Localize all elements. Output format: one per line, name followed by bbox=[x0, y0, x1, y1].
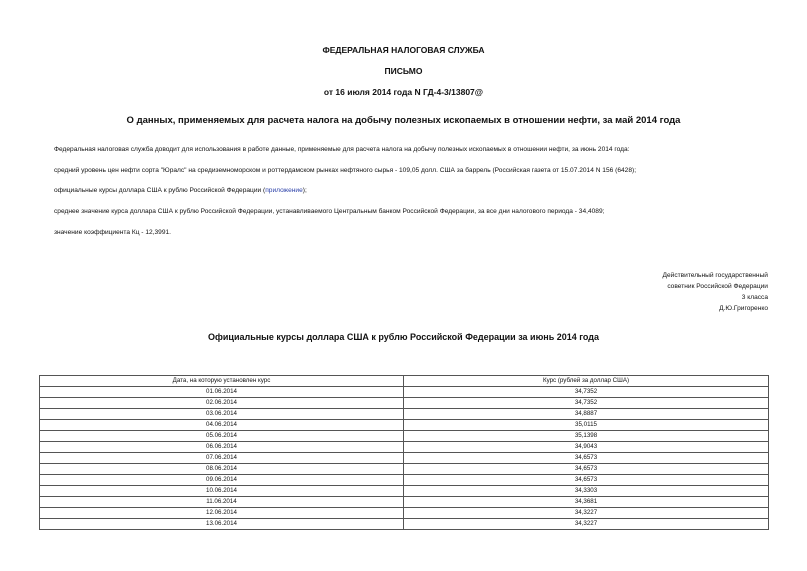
table-row bbox=[40, 387, 769, 398]
cell-rate: 34,3227 bbox=[404, 519, 769, 530]
table-row bbox=[40, 475, 769, 486]
table-row bbox=[40, 442, 769, 453]
cell-rate: 34,8887 bbox=[404, 409, 769, 420]
table-header-row bbox=[40, 376, 769, 387]
cell-rate: 34,3303 bbox=[404, 486, 769, 497]
cell-date: 07.06.2014 bbox=[40, 453, 404, 464]
cell-rate: 34,7352 bbox=[404, 387, 769, 398]
table-row bbox=[40, 519, 769, 530]
exchange-rate-table bbox=[39, 375, 769, 530]
cell-date: 02.06.2014 bbox=[40, 398, 404, 409]
paragraph-intro: Федеральная налоговая служба доводит для использования в работе данные, применяемые для расчета налога на добычу полезных ископаемых в отношении нефти, за июнь 2014 года: bbox=[54, 146, 630, 153]
table-row bbox=[40, 431, 769, 442]
table-row bbox=[40, 409, 769, 420]
column-header-rate: Курс (рублей за доллар США) bbox=[404, 376, 769, 387]
cell-date: 12.06.2014 bbox=[40, 508, 404, 519]
cell-date: 11.06.2014 bbox=[40, 497, 404, 508]
table-row bbox=[40, 497, 769, 508]
document-title: О данных, применяемых для расчета налога на добычу полезных ископаемых в отношении нефти, за май 2014 года bbox=[126, 115, 681, 126]
cell-rate: 34,3681 bbox=[404, 497, 769, 508]
agency-name: ФЕДЕРАЛЬНАЯ НАЛОГОВАЯ СЛУЖБА bbox=[322, 45, 485, 55]
signature-name: Д.Ю.Григоренко bbox=[719, 305, 768, 312]
cell-rate: 34,9043 bbox=[404, 442, 769, 453]
cell-rate: 34,6573 bbox=[404, 464, 769, 475]
cell-rate: 34,6573 bbox=[404, 453, 769, 464]
cell-date: 10.06.2014 bbox=[40, 486, 404, 497]
signature-rank-line2: советник Российской Федерации bbox=[667, 283, 768, 290]
paragraph-urals-price: средний уровень цен нефти сорта "Юралс" на средиземноморском и роттердамском рынках нефтяного сырья - 109,05 долл. США за баррель (Российская газета от 15.07.2014 N 156 (6428); bbox=[54, 167, 637, 174]
table-row bbox=[40, 453, 769, 464]
appendix-link[interactable]: приложение bbox=[265, 187, 303, 194]
signature-class: 3 класса bbox=[741, 294, 768, 301]
cell-rate: 35,0115 bbox=[404, 420, 769, 431]
cell-date: 04.06.2014 bbox=[40, 420, 404, 431]
paragraph-exchange-rates bbox=[54, 187, 307, 194]
paragraph-exchange-rates-text: официальные курсы доллара США к рублю Российской Федерации ( bbox=[54, 187, 266, 194]
cell-rate: 35,1398 bbox=[404, 431, 769, 442]
cell-rate: 34,7352 bbox=[404, 398, 769, 409]
cell-date: 01.06.2014 bbox=[40, 387, 404, 398]
cell-date: 06.06.2014 bbox=[40, 442, 404, 453]
cell-date: 13.06.2014 bbox=[40, 519, 404, 530]
table-row bbox=[40, 508, 769, 519]
document-type: ПИСЬМО bbox=[384, 66, 423, 76]
table-title: Официальные курсы доллара США к рублю Российской Федерации за июнь 2014 года bbox=[208, 332, 599, 342]
paragraph-coefficient: значение коэффициента Кц - 12,3991. bbox=[54, 229, 171, 236]
cell-date: 08.06.2014 bbox=[40, 464, 404, 475]
cell-date: 09.06.2014 bbox=[40, 475, 404, 486]
table-row bbox=[40, 420, 769, 431]
signature-block bbox=[663, 270, 769, 314]
table-row bbox=[40, 486, 769, 497]
cell-rate: 34,3227 bbox=[404, 508, 769, 519]
paragraph-average-rate: среднее значение курса доллара США к рублю Российской Федерации, устанавливаемого Центральным банком Российской Федерации, за все дни налогового периода - 34,4089; bbox=[54, 208, 605, 215]
paragraph-exchange-rates-end: ); bbox=[302, 187, 307, 194]
cell-rate: 34,6573 bbox=[404, 475, 769, 486]
table-row bbox=[40, 398, 769, 409]
signature-rank-line1: Действительный государственный bbox=[662, 272, 768, 279]
table-row bbox=[40, 464, 769, 475]
document-date-number: от 16 июля 2014 года N ГД-4-3/13807@ bbox=[323, 87, 484, 97]
cell-date: 05.06.2014 bbox=[40, 431, 404, 442]
cell-date: 03.06.2014 bbox=[40, 409, 404, 420]
column-header-date: Дата, на которую установлен курс bbox=[40, 376, 404, 387]
